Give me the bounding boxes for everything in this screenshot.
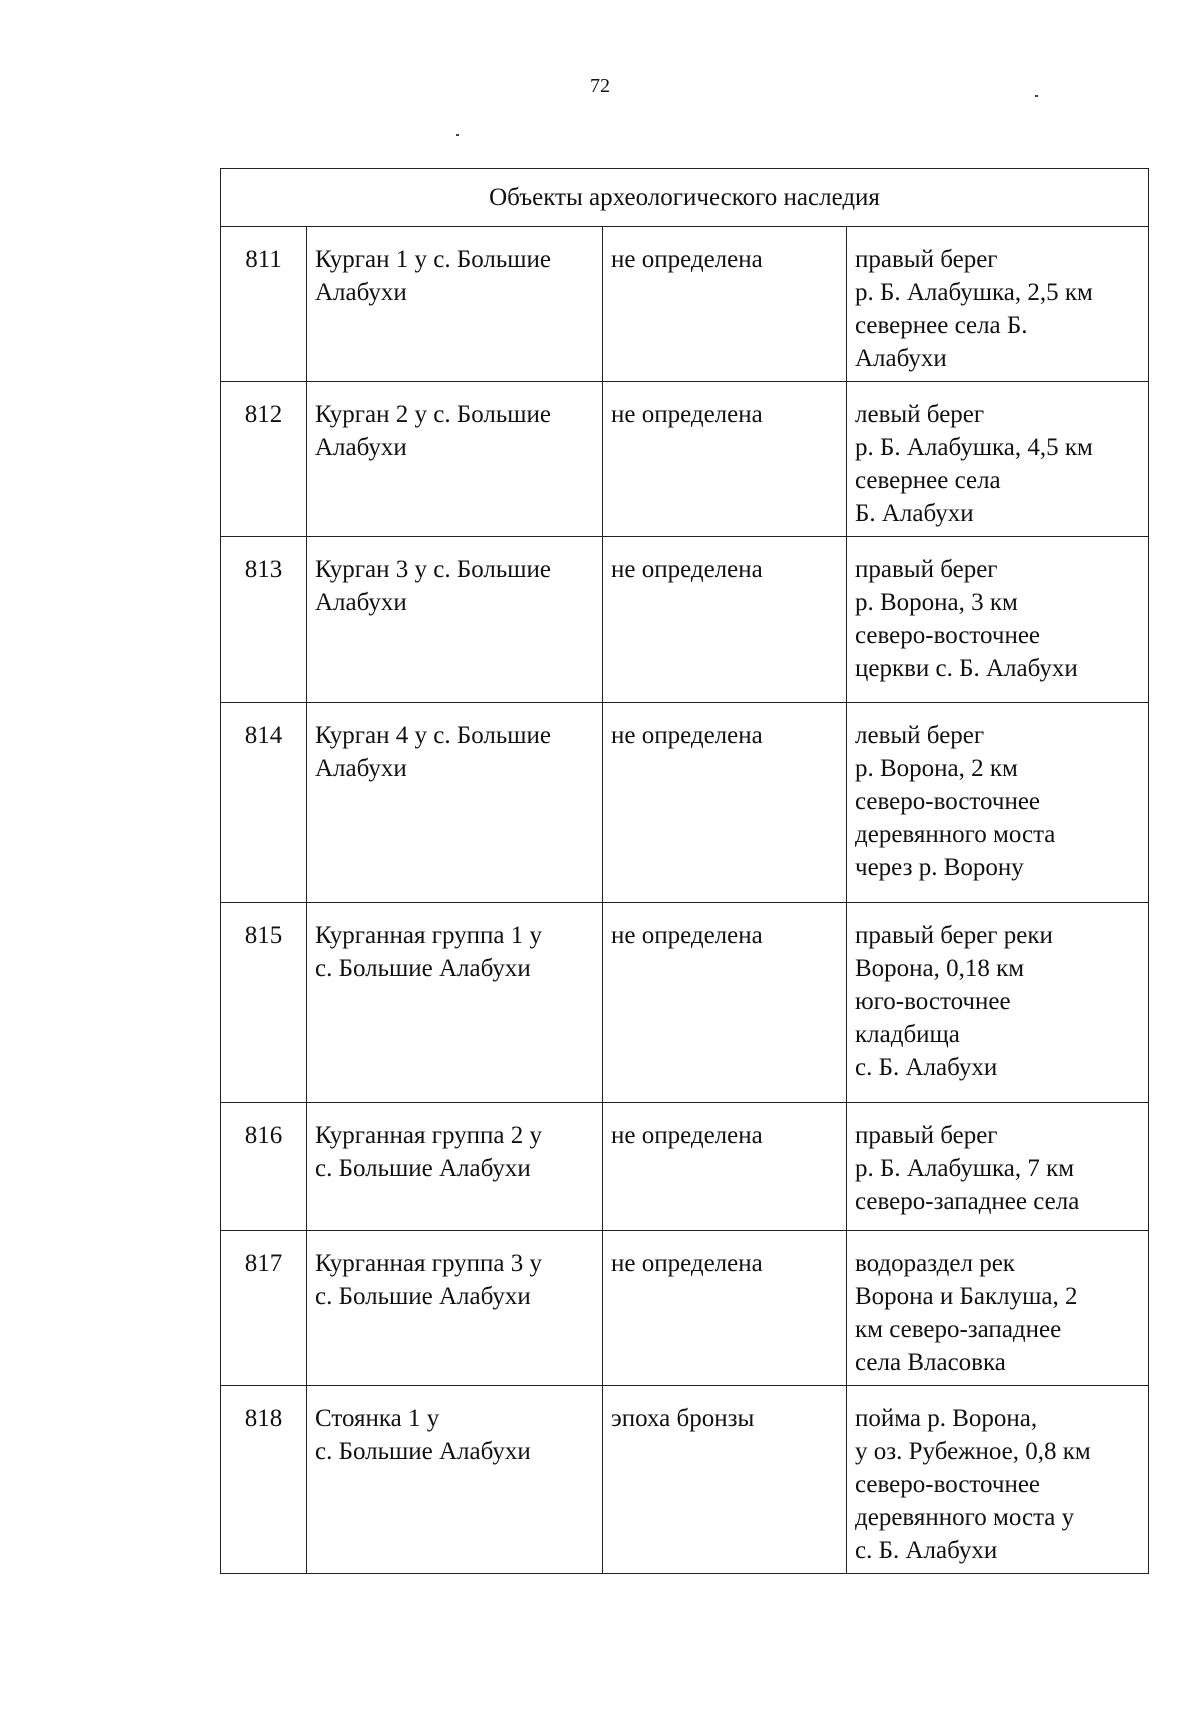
object-dating: не определена <box>603 703 847 903</box>
object-location-line: левый берег <box>855 722 985 749</box>
object-name-line: Стоянка 1 у <box>315 1405 440 1432</box>
object-location-line: севернее села <box>855 467 1001 494</box>
object-dating: не определена <box>603 1103 847 1231</box>
section-header: Объекты археологического наследия <box>221 169 1149 227</box>
object-location-line: с. Б. Алабухи <box>855 1054 998 1081</box>
object-location <box>847 537 1149 703</box>
object-name-line: с. Большие Алабухи <box>315 1438 531 1465</box>
object-number: 816 <box>221 1103 307 1231</box>
object-location-line: северо-восточнее <box>855 622 1041 649</box>
object-location-line: Алабухи <box>855 345 947 372</box>
object-name-line: Курганная группа 3 у <box>315 1250 543 1277</box>
object-location-line: правый берег <box>855 246 998 273</box>
object-dating: не определена <box>603 227 847 382</box>
object-name <box>307 382 603 537</box>
object-location-line: деревянного моста у <box>855 1504 1075 1531</box>
object-location <box>847 903 1149 1103</box>
object-location-line: с. Б. Алабухи <box>855 1537 998 1564</box>
table-row <box>221 537 1149 703</box>
object-location-line: севернее села Б. <box>855 312 1028 339</box>
object-name-line: Курган 3 у с. Большие <box>315 556 551 583</box>
table-row <box>221 903 1149 1103</box>
object-name-line: Алабухи <box>315 434 407 461</box>
object-location <box>847 382 1149 537</box>
object-number: 813 <box>221 537 307 703</box>
table-row <box>221 227 1149 382</box>
object-name-line: с. Большие Алабухи <box>315 1155 531 1182</box>
object-name-line: с. Большие Алабухи <box>315 955 531 982</box>
heritage-objects-table <box>220 168 1149 1574</box>
object-location-line: водораздел рек <box>855 1250 1015 1277</box>
object-location-line: юго-восточнее <box>855 988 1011 1015</box>
scan-speck <box>456 134 459 136</box>
object-name-line: Курган 2 у с. Большие <box>315 401 551 428</box>
object-location-line: правый берег реки <box>855 922 1053 949</box>
object-name <box>307 903 603 1103</box>
object-dating: не определена <box>603 1231 847 1386</box>
object-location <box>847 703 1149 903</box>
object-location-line: р. Б. Алабушка, 7 км <box>855 1155 1075 1182</box>
object-number: 812 <box>221 382 307 537</box>
table-header-row <box>221 169 1149 227</box>
object-location-line: пойма р. Ворона, <box>855 1405 1038 1432</box>
object-dating: не определена <box>603 903 847 1103</box>
object-name <box>307 1103 603 1231</box>
object-dating: эпоха бронзы <box>603 1386 847 1574</box>
object-name <box>307 1386 603 1574</box>
object-location <box>847 1103 1149 1231</box>
object-name <box>307 227 603 382</box>
object-location-line: Б. Алабухи <box>855 500 974 527</box>
object-location <box>847 1231 1149 1386</box>
object-name-line: с. Большие Алабухи <box>315 1283 531 1310</box>
page-number: 72 <box>590 75 610 97</box>
object-dating: не определена <box>603 537 847 703</box>
object-dating: не определена <box>603 382 847 537</box>
object-name <box>307 1231 603 1386</box>
object-name-line: Алабухи <box>315 755 407 782</box>
object-location-line: через р. Ворону <box>855 854 1024 881</box>
object-location-line: села Власовка <box>855 1349 1006 1376</box>
object-location-line: северо-восточнее <box>855 788 1041 815</box>
object-location <box>847 1386 1149 1574</box>
object-name-line: Курган 1 у с. Большие <box>315 246 551 273</box>
object-location-line: р. Б. Алабушка, 4,5 км <box>855 434 1093 461</box>
object-location-line: Ворона, 0,18 км <box>855 955 1025 982</box>
object-location-line: северо-восточнее <box>855 1471 1041 1498</box>
object-location-line: правый берег <box>855 1122 998 1149</box>
object-location-line: деревянного моста <box>855 821 1056 848</box>
object-location-line: правый берег <box>855 556 998 583</box>
object-name <box>307 537 603 703</box>
object-name-line: Курганная группа 2 у <box>315 1122 543 1149</box>
object-number: 818 <box>221 1386 307 1574</box>
object-number: 814 <box>221 703 307 903</box>
object-location-line: кладбища <box>855 1021 960 1048</box>
object-number: 815 <box>221 903 307 1103</box>
object-location-line: левый берег <box>855 401 985 428</box>
object-location-line: Ворона и Баклуша, 2 <box>855 1283 1078 1310</box>
object-location <box>847 227 1149 382</box>
object-number: 811 <box>221 227 307 382</box>
object-name-line: Алабухи <box>315 589 407 616</box>
table-row <box>221 703 1149 903</box>
table-row <box>221 382 1149 537</box>
object-number: 817 <box>221 1231 307 1386</box>
table-body <box>221 227 1149 1574</box>
object-location-line: р. Б. Алабушка, 2,5 км <box>855 279 1093 306</box>
object-name <box>307 703 603 903</box>
scan-speck <box>1035 95 1038 97</box>
table-row <box>221 1231 1149 1386</box>
object-location-line: у оз. Рубежное, 0,8 км <box>855 1438 1091 1465</box>
table-row <box>221 1103 1149 1231</box>
object-location-line: северо-западнее села <box>855 1188 1080 1215</box>
object-name-line: Алабухи <box>315 279 407 306</box>
object-name-line: Курган 4 у с. Большие <box>315 722 551 749</box>
table-row <box>221 1386 1149 1574</box>
object-location-line: р. Ворона, 3 км <box>855 589 1018 616</box>
object-name-line: Курганная группа 1 у <box>315 922 543 949</box>
object-location-line: р. Ворона, 2 км <box>855 755 1018 782</box>
object-location-line: км северо-западнее <box>855 1316 1062 1343</box>
object-location-line: церкви с. Б. Алабухи <box>855 655 1078 682</box>
